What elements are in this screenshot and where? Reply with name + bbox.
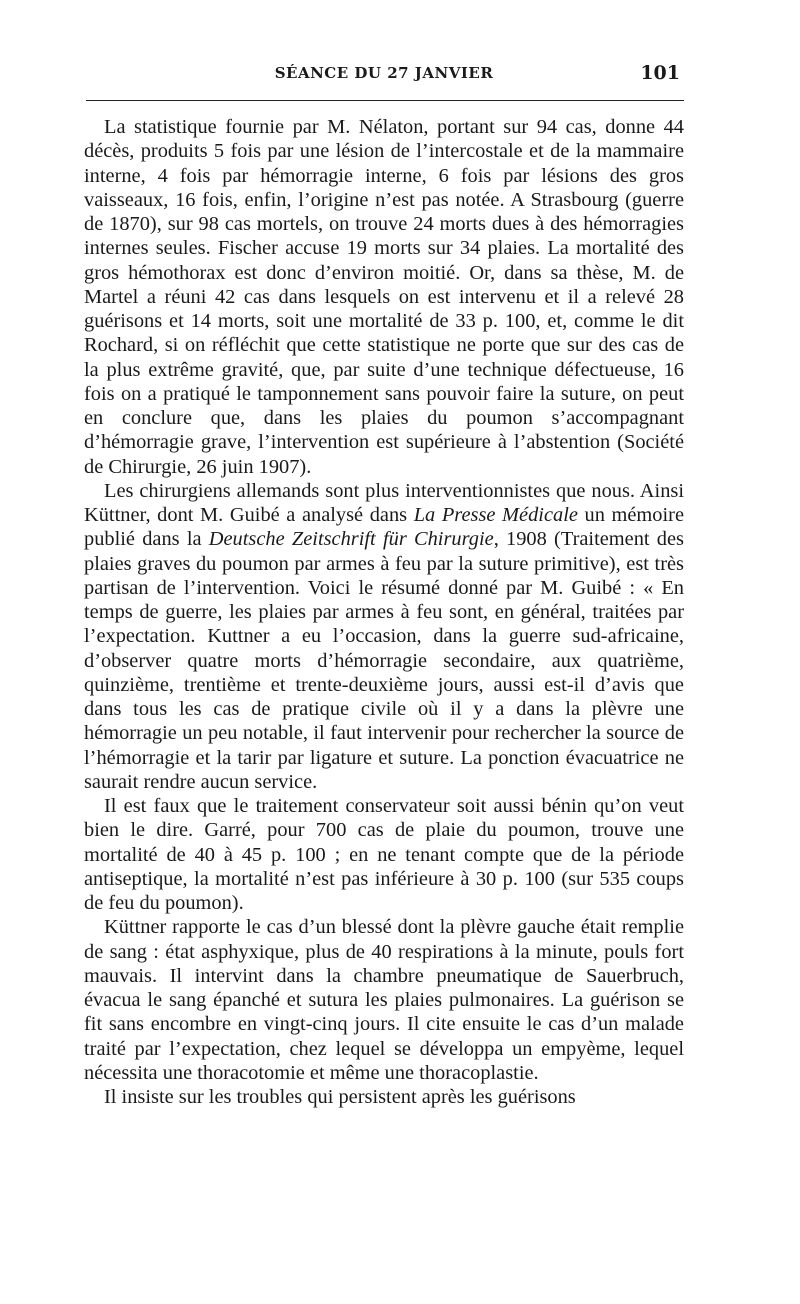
text-run: Il insiste sur les troubles qui persistent après les guérisons <box>104 1086 576 1108</box>
italic-title: Deutsche Zeitschrift für Chirurgie <box>208 528 494 551</box>
header-rule <box>86 100 684 101</box>
paragraph <box>84 115 684 479</box>
body-text <box>84 115 684 1109</box>
running-title: SÉANCE DU 27 JANVIER <box>274 64 494 82</box>
paragraph <box>84 1085 684 1109</box>
text-run: Il est faux que le traitement conservateur soit aussi bénin qu’on veut bien le dire. Garré, pour 700 cas de plaie du poumon, trouve une mortalité de 40 à 45 p. 100 ; en ne tenant compte que de la période antiseptique, la mortalité n’est pas inférieure à 30 p. 100 (sur 535 coups de feu du poumon). <box>84 795 684 914</box>
book-page <box>84 56 684 1109</box>
italic-title: La Presse Médicale <box>413 504 578 526</box>
text-run: un mémoire publié dans la <box>84 504 684 551</box>
text-run: Küttner rapporte le cas d’un blessé dont la plèvre gauche était remplie de sang : état asphyxique, plus de 40 respirations à la minute, pouls fort mauvais. Il intervint dans la chambre pneumatique de Sauerbruch, évacua le sang épanché et sutura les plaies pulmonaires. La guérison se fit sans encombre en vingt-cinq jours. Il cite ensuite le cas d’un malade traité par l’expectation, chez lequel se développa un empyème, lequel nécessita une thoracotomie et même une thoracoplastie. <box>84 916 684 1084</box>
running-head <box>84 56 684 86</box>
text-run: Les chirurgiens allemands sont plus interventionnistes que nous. Ainsi Küttner, dont M. Guibé a analysé dans <box>84 479 684 526</box>
paragraph <box>84 479 684 794</box>
paragraph <box>84 794 684 915</box>
text-run: La statistique fournie par M. Nélaton, portant sur 94 cas, donne 44 décès, produits 5 fois par une lésion de l’intercostale et de la mammaire interne, 4 fois par hémorragie interne, 6 fois par lésions des gros vaisseaux, 16 fois, enfin, l’origine n’est pas notée. A Strasbourg (guerre de 1870), sur 98 cas mortels, on trouve 24 morts dues à des hémorragies internes seules. Fischer accuse 19 morts sur 34 plaies. La mortalité des gros hémothorax est donc d’environ moitié. Or, dans sa thèse, M. de Martel a réuni 42 cas dans lesquels on est intervenu et il a relevé 28 guérisons et 14 morts, soit une mortalité de 33 p. 100, et, comme le dit Rochard, si on réfléchit que cette statistique ne porte que sur des cas de la plus extrême gravité, que, par suite d’une technique défectueuse, 16 fois on a pratiqué le tamponnement sans pouvoir faire la suture, on peut en conclure que, dans les plaies du poumon s’accompagnant d’hémorragie grave, l’intervention est supérieure à l’abstention (Société de Chirurgie, 26 juin 1907). <box>84 116 684 478</box>
text-run: , 1908 (Traitement des plaies graves du poumon par armes à feu par la suture primitive), est très partisan de l’intervention. Voici le résumé donné par M. Guibé : « En temps de guerre, les plaies par armes à feu sont, en général, traitées par l’expectation. Kuttner a eu l’occasion, dans la guerre sud-africaine, d’observer quatre morts d’hémorragie secondaire, aux quatrième, quinzième, trentième et trente-deuxième jours, aussi est-il d’avis que dans tous les cas de pratique civile où il y a dans la plèvre une hémorragie un peu notable, il faut intervenir pour rechercher la source de l’hémorragie et la tarir par ligature et suture. La ponction évacuatrice ne saurait rendre aucun service. <box>84 528 684 793</box>
paragraph <box>84 915 684 1085</box>
page-number: 101 <box>640 62 680 84</box>
